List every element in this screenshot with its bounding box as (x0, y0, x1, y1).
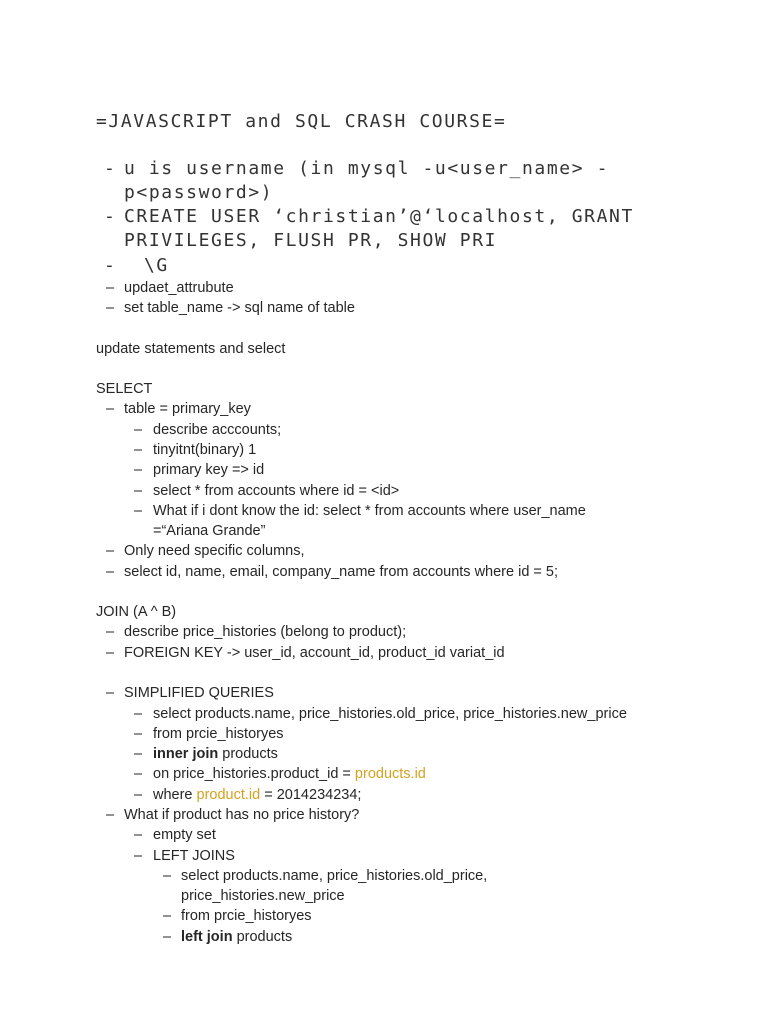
text-run: on price_histories.product_id = (153, 766, 355, 782)
highlighted-text: products.id (354, 766, 426, 782)
sub-list-item: tinyitnt(binary) 1 (153, 442, 257, 458)
sub-sub-list-item (181, 929, 292, 945)
sub-list-item-continuation: =“Ariana Grande” (153, 523, 266, 539)
sub-list-item: What if i dont know the id: select * from accounts where user_name (153, 503, 586, 519)
bullet-dash: – (106, 280, 115, 296)
list-item: Only need specific columns, (124, 543, 305, 559)
list-item: table = primary_key (124, 401, 251, 417)
sub-sub-list-item: select products.name, price_histories.old_price, (181, 868, 488, 884)
bullet-dash: – (134, 442, 143, 458)
sub-list-item: select * from accounts where id = <id> (153, 483, 400, 499)
bullet-dash: - (104, 158, 117, 179)
bullet-dash: – (106, 624, 115, 640)
sub-sub-list-item: from prcie_historyes (181, 908, 312, 924)
sub-list-item: select products.name, price_histories.old_price, price_histories.new_price (153, 706, 627, 722)
text-run: products (218, 746, 278, 762)
mono-item-1-line-1: u is username (in mysql -u<user_name> - (124, 158, 610, 179)
sub-list-item: from prcie_historyes (153, 726, 284, 742)
list-item: FOREIGN KEY -> user_id, account_id, product_id variat_id (124, 645, 505, 661)
list-item: What if product has no price history? (124, 807, 360, 823)
mono-item-1-line-2: p<password>) (124, 182, 274, 203)
bullet-dash: – (163, 929, 172, 945)
bullet-dash: – (163, 868, 172, 884)
sub-list-item: primary key => id (153, 462, 265, 478)
mono-item-2-line-2: PRIVILEGES, FLUSH PR, SHOW PRI (124, 230, 498, 251)
sub-list-item (153, 766, 426, 782)
bullet-dash: – (106, 543, 115, 559)
bullet-dash: – (134, 787, 143, 803)
highlighted-text: product.id (196, 787, 261, 803)
bullet-dash: – (106, 300, 115, 316)
bullet-dash: - (104, 255, 117, 276)
mono-item-2-line-1: CREATE USER ‘christian’@‘localhost, GRANT (124, 206, 634, 227)
sub-list-item (153, 746, 278, 762)
bullet-dash: - (104, 206, 117, 227)
bullet-dash: – (106, 685, 115, 701)
paragraph: update statements and select (96, 341, 286, 357)
bullet-dash: – (134, 827, 143, 843)
list-item: updaet_attrubute (124, 280, 234, 296)
bullet-dash: – (106, 645, 115, 661)
bold-keyword: inner join (153, 746, 219, 762)
section-heading-select: SELECT (96, 381, 153, 397)
text-run: where (153, 787, 197, 803)
list-item: SIMPLIFIED QUERIES (124, 685, 274, 701)
sub-sub-list-item-continuation: price_histories.new_price (181, 888, 345, 904)
page-title: =JAVASCRIPT and SQL CRASH COURSE= (96, 111, 507, 132)
bullet-dash: – (134, 422, 143, 438)
sub-list-item (153, 787, 361, 803)
list-item: describe price_histories (belong to product); (124, 624, 407, 640)
bullet-dash: – (163, 908, 172, 924)
bullet-dash: – (106, 807, 115, 823)
sub-list-item: describe acccounts; (153, 422, 282, 438)
section-heading-join: JOIN (A ^ B) (96, 604, 177, 620)
bullet-dash: – (134, 746, 143, 762)
bullet-dash: – (134, 766, 143, 782)
bullet-dash: – (134, 848, 143, 864)
bullet-dash: – (134, 706, 143, 722)
bold-keyword: left join (181, 929, 233, 945)
bullet-dash: – (134, 503, 143, 519)
bullet-dash: – (106, 401, 115, 417)
list-item: set table_name -> sql name of table (124, 300, 355, 316)
bullet-dash: – (134, 462, 143, 478)
bullet-dash: – (134, 483, 143, 499)
mono-item-3: \G (144, 255, 169, 276)
sub-list-item: empty set (153, 827, 216, 843)
bullet-dash: – (106, 564, 115, 580)
text-run: products (232, 929, 293, 945)
bullet-dash: – (134, 726, 143, 742)
sub-list-item: LEFT JOINS (153, 848, 235, 864)
text-run: = 2014234234; (260, 787, 362, 803)
list-item: select id, name, email, company_name from accounts where id = 5; (124, 564, 559, 580)
